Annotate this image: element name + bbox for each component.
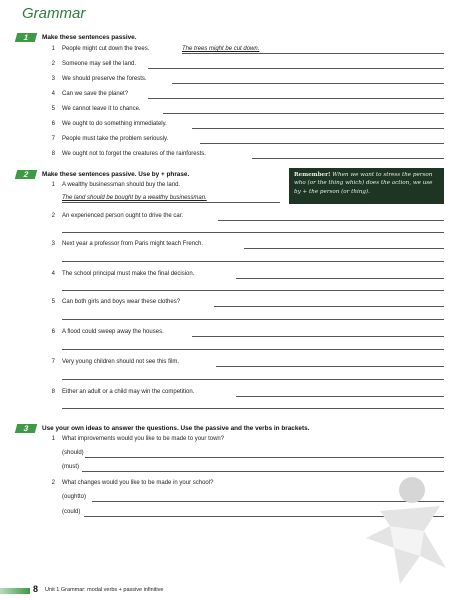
answer-line[interactable] xyxy=(62,349,444,350)
question-text: We ought not to forget the creatures of the rainforests. xyxy=(62,151,206,157)
ex2-item xyxy=(0,358,458,367)
ex1-item xyxy=(0,120,458,129)
item-number: 2 xyxy=(51,61,55,67)
verb-prompt: (could) xyxy=(62,509,81,515)
answer-line[interactable] xyxy=(214,306,444,307)
question-text: The school principal must make the final decision. xyxy=(62,271,195,277)
question-text: An experienced person ought to drive the car. xyxy=(62,213,184,219)
exercise-1-instruction: Make these sentences passive. xyxy=(42,34,137,41)
ex2-item xyxy=(0,181,458,190)
answer-line[interactable] xyxy=(85,457,444,458)
item-number: 3 xyxy=(51,241,55,247)
answer-line[interactable] xyxy=(244,248,444,249)
answer-line[interactable] xyxy=(62,232,444,233)
item-number: 4 xyxy=(51,91,55,97)
question-text: People must take the problem seriously. xyxy=(62,136,169,142)
question-text: A wealthy businessman should buy the land. xyxy=(62,182,181,188)
question-text: Either an adult or a child may win the competition. xyxy=(62,389,195,395)
remember-text: When we want to stress the person who (or the thing which) does the action, we use by + the person (or thing). xyxy=(294,172,433,195)
answer-line[interactable] xyxy=(148,98,444,99)
item-number: 5 xyxy=(51,106,55,112)
ex2-item xyxy=(0,240,458,249)
answer-line[interactable] xyxy=(192,336,444,337)
exercise-3-header xyxy=(16,423,309,434)
answer-line[interactable] xyxy=(218,220,444,221)
answer-line[interactable] xyxy=(163,113,444,114)
item-number: 6 xyxy=(51,121,55,127)
question-text: What changes would you like to be made in your school? xyxy=(62,480,214,486)
ex2-item xyxy=(0,328,458,337)
item-number: 3 xyxy=(51,76,55,82)
exercise-2-number: 2 xyxy=(15,170,37,179)
item-number: 1 xyxy=(51,182,55,188)
item-number: 7 xyxy=(51,359,55,365)
answer-line[interactable] xyxy=(200,143,444,144)
ex1-item xyxy=(0,75,458,84)
answer-line[interactable] xyxy=(172,83,444,84)
footer-unit-title: Unit 1 Grammar: modal verbs + passive infinitive xyxy=(45,587,164,593)
question-text: We cannot leave it to chance. xyxy=(62,106,141,112)
ex2-item xyxy=(0,270,458,279)
watermark-figure-icon xyxy=(360,476,450,586)
page-number: 8 xyxy=(33,584,39,594)
ex2-item xyxy=(0,212,458,221)
exercise-1-header xyxy=(16,32,137,43)
item-number: 2 xyxy=(51,213,55,219)
answer-line[interactable] xyxy=(236,396,444,397)
item-number: 7 xyxy=(51,136,55,142)
ex1-item xyxy=(0,60,458,69)
answer-line[interactable] xyxy=(62,202,280,203)
ex1-item xyxy=(0,150,458,159)
item-number: 1 xyxy=(51,46,55,52)
item-number: 1 xyxy=(51,436,55,442)
item-number: 8 xyxy=(51,389,55,395)
ex2-example-answer-row xyxy=(0,194,458,203)
exercise-1-number: 1 xyxy=(15,33,37,42)
ex2-item xyxy=(0,298,458,307)
ex3-item xyxy=(0,435,458,444)
verb-prompt: (should) xyxy=(62,450,84,456)
verb-prompt: (must) xyxy=(62,464,79,470)
answer-line[interactable] xyxy=(192,128,444,129)
question-text: We ought to do something immediately. xyxy=(62,121,167,127)
item-number: 8 xyxy=(51,151,55,157)
ex3-answer-row xyxy=(0,449,458,458)
question-text: Someone may sell the land. xyxy=(62,61,137,67)
question-text: Can both girls and boys wear these clothes? xyxy=(62,299,181,305)
answer-line[interactable] xyxy=(236,278,444,279)
exercise-2-header xyxy=(16,169,189,180)
item-number: 6 xyxy=(51,329,55,335)
answer-line[interactable] xyxy=(216,366,444,367)
item-number: 4 xyxy=(51,271,55,277)
ex1-item xyxy=(0,105,458,114)
question-text: Very young children should not see this film. xyxy=(62,359,180,365)
ex2-item xyxy=(0,388,458,397)
ex1-item xyxy=(0,90,458,99)
question-text: Can we save the planet? xyxy=(62,91,129,97)
example-answer: The trees might be cut down. xyxy=(182,46,260,52)
answer-line[interactable] xyxy=(82,471,444,472)
answer-line[interactable] xyxy=(62,261,444,262)
answer-line[interactable] xyxy=(62,379,444,380)
answer-line[interactable] xyxy=(148,68,444,69)
footer-accent-bar xyxy=(0,588,30,594)
ex1-item xyxy=(0,45,458,54)
question-text: A flood could sweep away the houses. xyxy=(62,329,164,335)
exercise-3-instruction: Use your own ideas to answer the questions. Use the passive and the verbs in brackets. xyxy=(42,425,310,432)
question-text: Next year a professor from Paris might teach French. xyxy=(62,241,204,247)
exercise-2-instruction: Make these sentences passive. Use by + phrase. xyxy=(42,171,190,178)
answer-line[interactable] xyxy=(252,158,444,159)
page-title: Grammar xyxy=(22,5,86,22)
item-number: 5 xyxy=(51,299,55,305)
verb-prompt: (oughtto) xyxy=(62,494,87,500)
question-text: What improvements would you like to be made to your town? xyxy=(62,436,225,442)
answer-line[interactable] xyxy=(62,408,444,409)
answer-line[interactable] xyxy=(62,319,444,320)
item-number: 2 xyxy=(51,480,55,486)
ex3-answer-row xyxy=(0,463,458,472)
example-answer: The land should be bought by a wealthy businessman. xyxy=(62,195,207,201)
ex1-item xyxy=(0,135,458,144)
answer-line[interactable] xyxy=(182,53,444,54)
question-text: We should preserve the forests. xyxy=(62,76,147,82)
question-text: People might cut down the trees. xyxy=(62,46,150,52)
exercise-3-number: 3 xyxy=(15,424,37,433)
remember-label: Remember! xyxy=(294,172,331,178)
answer-line[interactable] xyxy=(62,290,444,291)
